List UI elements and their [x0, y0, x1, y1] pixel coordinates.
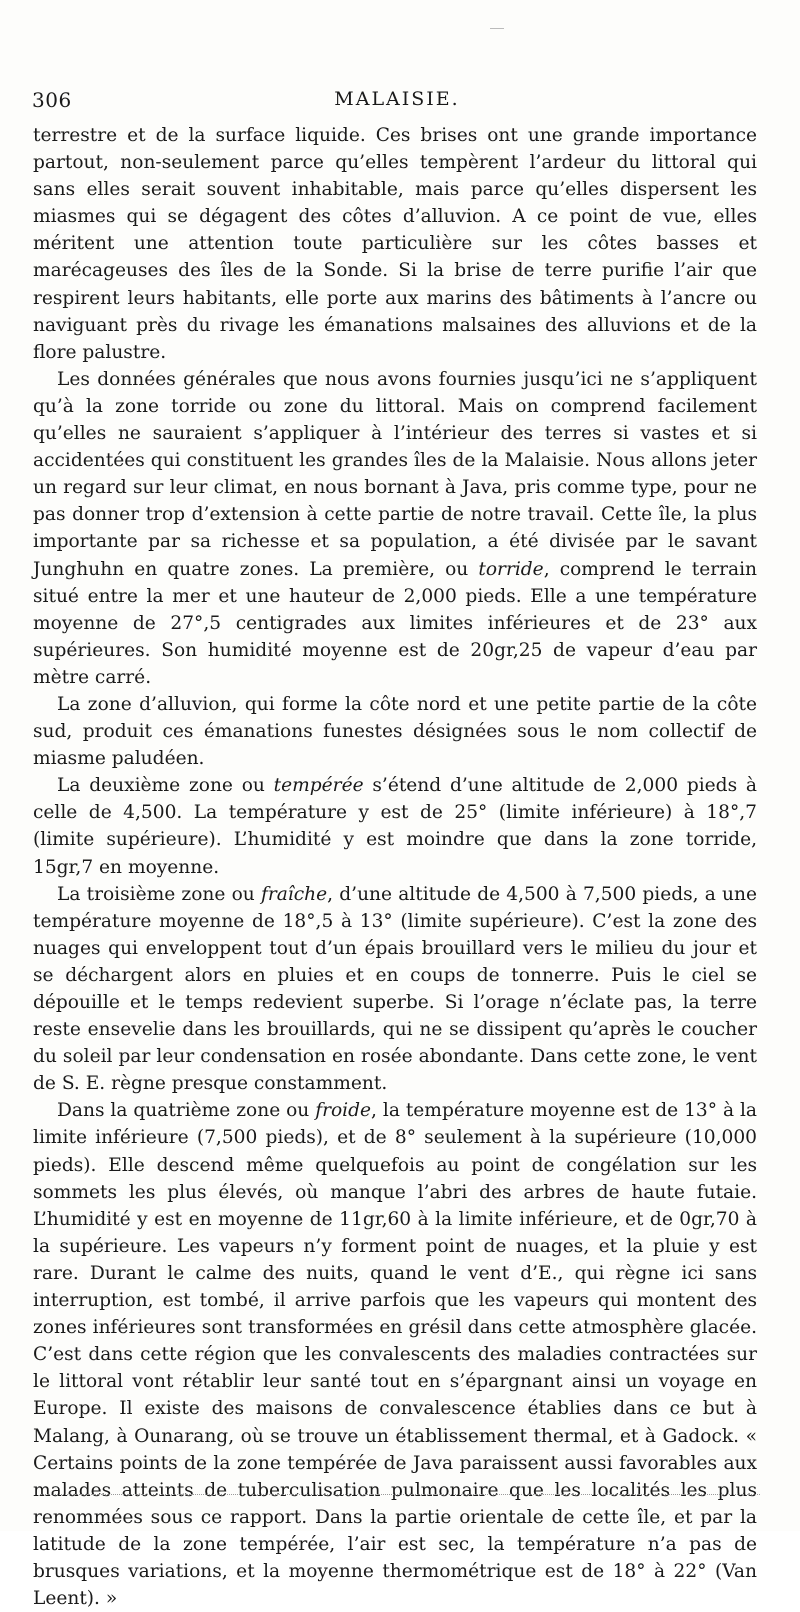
paragraph-p2 — [33, 366, 757, 691]
italic-term: froide — [315, 1100, 372, 1122]
italic-term: torride — [478, 558, 544, 580]
text-segment: Dans la quatrième zone ou — [57, 1100, 316, 1122]
paragraph-p5 — [33, 881, 757, 1098]
paragraph-p6 — [33, 1097, 757, 1612]
text-segment: s’étend d’une altitude de 2,000 pieds à celle de 4,500. La température y est de 25° (limite inférieure) à 18°,7 (limite supérieure). L’humidité y est moindre que dans la zone torride, 15gr,7 en moyenne. — [33, 775, 757, 878]
text-segment: terrestre et de la surface liquide. Ces brises ont une grande importance partout, non-seulement parce qu’elles tempèrent l’ardeur du littoral qui sans elles serait souvent inhabitable, mais parce qu’elles dispersent les miasmes qui se dégagent des côtes d’alluvion. A ce point de vue, elles méritent une attention toute particulière sur les côtes basses et marécageuses des îles de la Sonde. Si la brise de terre purifie l’air que respirent leurs habitants, elle porte aux marins des bâtiments à l’ancre ou naviguant près du rivage les émanations malsaines des alluvions et de la flore palustre. — [33, 125, 757, 363]
body-text — [33, 122, 757, 1612]
paragraph-p4 — [33, 772, 757, 880]
text-segment: La troisième zone ou — [57, 883, 261, 905]
page-number: 306 — [32, 88, 72, 112]
text-segment: , la température moyenne est de 13° à la limite inférieure (7,500 pieds), et de 8° seulement à la supérieure (10,000 pieds). Elle descend même quelquefois au point de congélation sur les sommets les plus élevés, où manque l’abri des arbres de haute futaie. L’humidité y est en moyenne de 11gr,60 à la limite inférieure, et de 0gr,70 à la supérieure. Les vapeurs n’y forment point de nuages, et la pluie y est rare. Durant le calme des nuits, quand le vent d’E., qui règne ici sans interruption, est tombé, il arrive parfois que les vapeurs qui montent des zones inférieures sont transformées en grésil dans cette atmosphère glacée. C’est dans cette région que les convalescents des maladies contractées sur le littoral vont rétablir leur santé tout en s’épargnant ainsi un voyage en Europe. Il existe des maisons de convalescence établies dans ce but à Malang, à Ounarang, où se trouve un établissement thermal, et à Gadock. « Certains points de la zone tempérée de Java paraissent aussi favorables aux malades atteints de tuberculisation pulmonaire que les localités les plus renommées sous ce rapport. Dans la partie orientale de cette île, et par la latitude de la zone tempérée, l’air est sec, la température n’a pas de brusques variations, et la moyenne thermométrique est de 18° à 22° (Van Leent). » — [33, 1100, 757, 1610]
text-segment: Les données générales que nous avons fournies jusqu’ici ne s’appliquent qu’à la zone torride ou zone du littoral. Mais on comprend facilement qu’elles ne sauraient s’appliquer à l’intérieur des terres si vastes et si accidentées qui constituent les grandes îles de la Malaisie. Nous allons jeter un regard sur leur climat, en nous bornant à Java, pris comme type, pour ne pas donner trop d’extension à cette partie de notre travail. Cette île, la plus importante par sa richesse et sa population, a été divisée par le savant Junghuhn en quatre zones. La première, ou — [33, 368, 757, 580]
footer-dotted-rule — [40, 1494, 760, 1495]
text-segment: , comprend le terrain situé entre la mer et une hauteur de 2,000 pieds. Elle a une température moyenne de 27°,5 centigrades aux limites inférieures et de 23° aux supérieures. Son humidité moyenne est de 20gr,25 de vapeur d’eau par mètre carré. — [33, 558, 758, 688]
page-header — [32, 88, 762, 118]
text-segment: , d’une altitude de 4,500 à 7,500 pieds, a une température moyenne de 18°,5 à 13° (limite supérieure). C’est la zone des nuages qui enveloppent tout d’un épais brouillard vers le milieu du jour et se déchargent alors en pluies et en coups de tonnerre. Puis le ciel se dépouille et le temps redevient superbe. Si l’orage n’éclate pas, la terre reste ensevelie dans les brouillards, qui ne se dissipent qu’après le coucher du soleil par leur condensation en rosée abondante. Dans cette zone, le vent de S. E. règne presque constamment. — [33, 883, 758, 1095]
scan-mark — [490, 28, 504, 29]
italic-term: tempérée — [273, 775, 364, 797]
text-segment: La deuxième zone ou — [57, 775, 274, 797]
running-head: MALAISIE. — [334, 88, 460, 110]
text-segment: La zone d’alluvion, qui forme la côte nord et une petite partie de la côte sud, produit ces émanations funestes désignées sous le nom collectif de miasme paludéen. — [33, 693, 757, 770]
paragraph-p1 — [33, 122, 757, 366]
italic-term: fraîche — [260, 883, 328, 905]
paragraph-p3 — [33, 691, 757, 772]
